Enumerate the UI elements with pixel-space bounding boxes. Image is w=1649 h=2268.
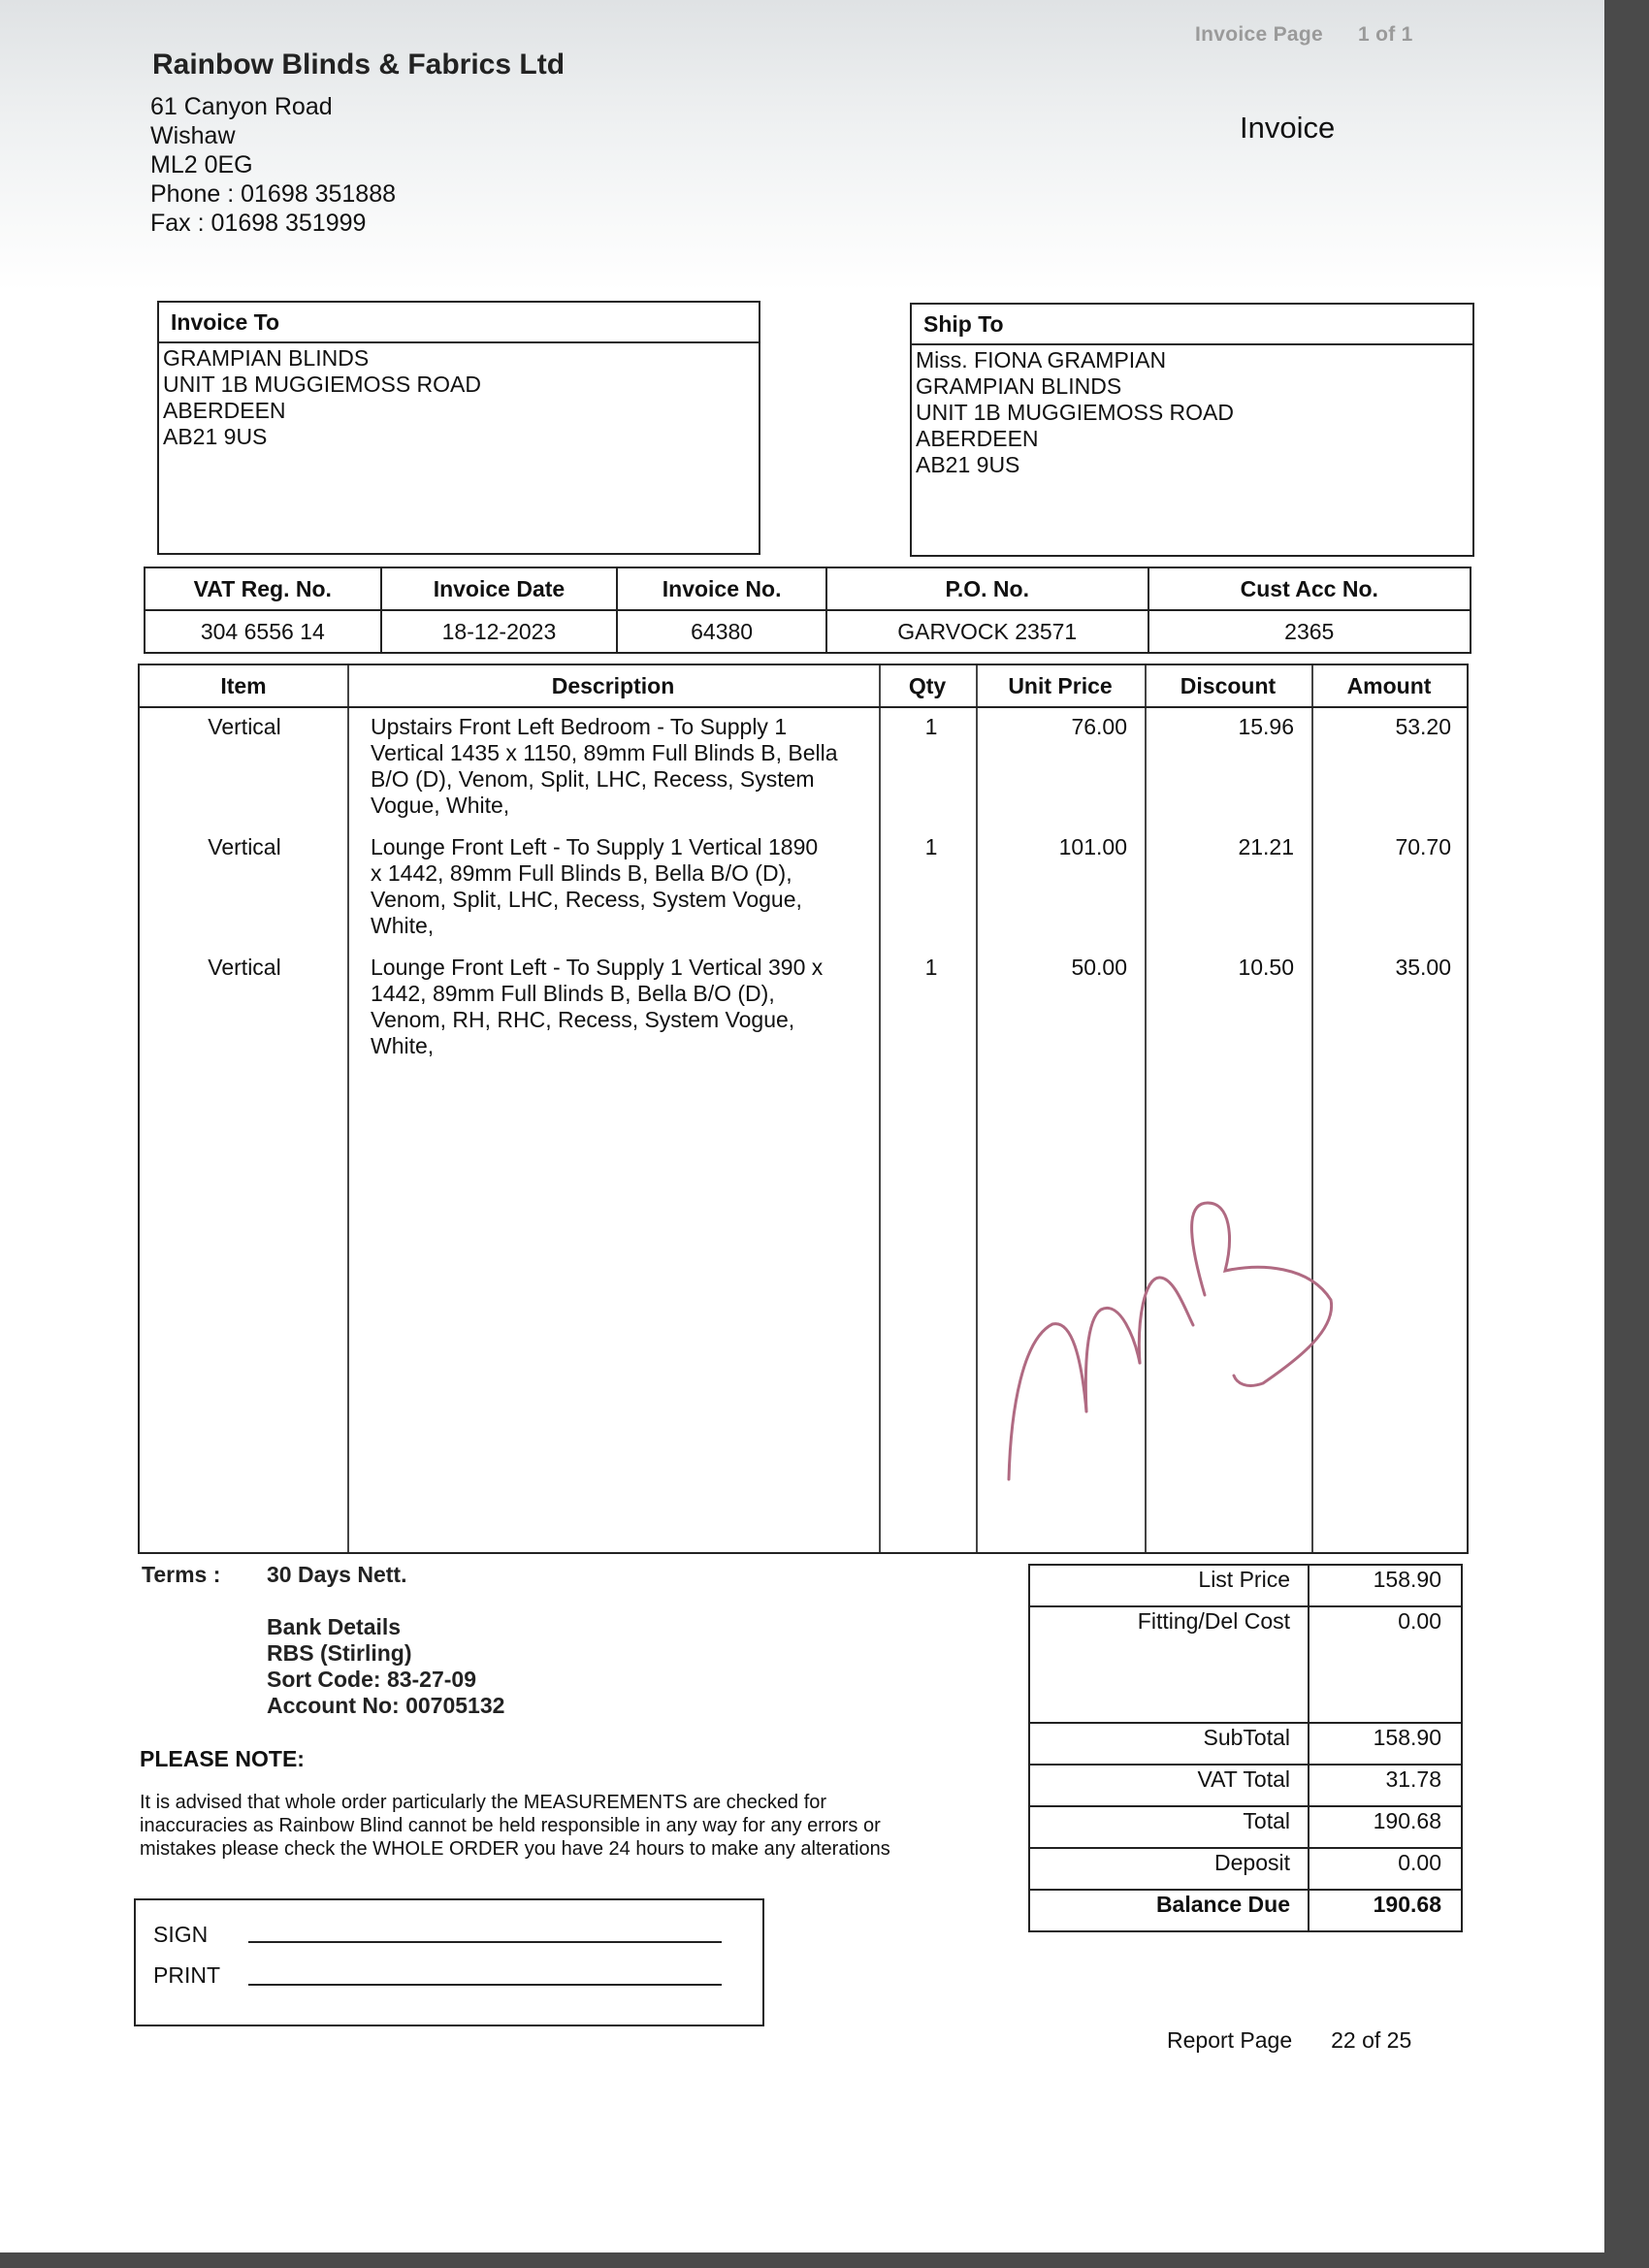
item-cell: Vertical bbox=[208, 834, 281, 859]
cust-acc-header: Cust Acc No. bbox=[1148, 567, 1471, 610]
invoice-meta-table bbox=[144, 567, 1471, 654]
description-line: Lounge Front Left - To Supply 1 Vertical 390 x bbox=[371, 955, 824, 980]
invoice-to-line: GRAMPIAN BLINDS bbox=[163, 345, 370, 371]
print-label: PRINT bbox=[153, 1962, 220, 1988]
totals-label: Deposit bbox=[1029, 1848, 1309, 1890]
description-line: Vogue, White, bbox=[371, 793, 510, 818]
totals-row-vat-total bbox=[1029, 1765, 1462, 1806]
ship-to-title: Ship To bbox=[912, 305, 1472, 345]
qty-cell: 1 bbox=[924, 714, 938, 739]
report-page-value: 22 of 25 bbox=[1331, 2027, 1412, 2053]
print-line[interactable] bbox=[248, 1984, 722, 1986]
bank-details-line: Account No: 00705132 bbox=[267, 1693, 505, 1718]
invoice-to-line: ABERDEEN bbox=[163, 398, 286, 423]
totals-row-list-price bbox=[1029, 1565, 1462, 1606]
signature-stroke bbox=[1009, 1324, 1086, 1479]
invoice-page-label: Invoice Page bbox=[1195, 23, 1323, 46]
ship-to-line: GRAMPIAN BLINDS bbox=[916, 373, 1122, 399]
invoice-to-line: AB21 9US bbox=[163, 424, 268, 449]
description-line: 1442, 89mm Full Blinds B, Bella B/O (D), bbox=[371, 981, 775, 1006]
terms-label: Terms : bbox=[142, 1562, 221, 1587]
discount-cell: 21.21 bbox=[1238, 834, 1294, 859]
po-no-header: P.O. No. bbox=[826, 567, 1148, 610]
item-cell: Vertical bbox=[208, 714, 281, 739]
unit-price-cell: 101.00 bbox=[1058, 834, 1127, 859]
invoice-no-value: 64380 bbox=[617, 610, 826, 653]
document-title: Invoice bbox=[1240, 111, 1336, 145]
invoice-page-value: 1 of 1 bbox=[1358, 23, 1413, 46]
col-header-qty: Qty bbox=[908, 673, 947, 698]
invoice-to-box bbox=[157, 301, 760, 555]
ship-to-line: Miss. FIONA GRAMPIAN bbox=[916, 347, 1167, 373]
cust-acc-value: 2365 bbox=[1148, 610, 1471, 653]
item-cell: Vertical bbox=[208, 955, 281, 980]
qty-cell: 1 bbox=[924, 955, 938, 980]
totals-row-balance-due bbox=[1029, 1890, 1462, 1931]
sign-label: SIGN bbox=[153, 1922, 209, 1947]
company-name: Rainbow Blinds & Fabrics Ltd bbox=[152, 49, 566, 81]
totals-label: SubTotal bbox=[1029, 1723, 1309, 1765]
totals-value: 158.90 bbox=[1309, 1565, 1462, 1606]
totals-value: 190.68 bbox=[1309, 1890, 1462, 1931]
sign-line[interactable] bbox=[248, 1941, 722, 1943]
description-line: Lounge Front Left - To Supply 1 Vertical 1890 bbox=[371, 834, 819, 859]
description-line: Vertical 1435 x 1150, 89mm Full Blinds B, Bella bbox=[371, 740, 838, 765]
invoice-date-value: 18-12-2023 bbox=[381, 610, 618, 653]
totals-row-subtotal bbox=[1029, 1723, 1462, 1765]
bank-details bbox=[267, 1614, 504, 1719]
totals-row-fitting-del-cost bbox=[1029, 1606, 1462, 1723]
totals-label: VAT Total bbox=[1029, 1765, 1309, 1806]
signature-stroke bbox=[1139, 1278, 1193, 1363]
description-line: White, bbox=[371, 913, 435, 938]
totals-label: Fitting/Del Cost bbox=[1029, 1606, 1309, 1723]
sign-print-box bbox=[134, 1898, 764, 2026]
discount-cell: 15.96 bbox=[1238, 714, 1294, 739]
amount-cell: 70.70 bbox=[1395, 834, 1451, 859]
report-page-label: Report Page bbox=[1167, 2027, 1293, 2053]
vat-reg-header: VAT Reg. No. bbox=[145, 567, 381, 610]
company-phone: Phone : 01698 351888 bbox=[150, 180, 397, 208]
totals-row-total bbox=[1029, 1806, 1462, 1848]
signature-stroke bbox=[1192, 1203, 1332, 1385]
totals-value: 0.00 bbox=[1309, 1606, 1462, 1723]
po-no-value: GARVOCK 23571 bbox=[826, 610, 1148, 653]
company-address-line: Wishaw bbox=[150, 122, 236, 149]
unit-price-cell: 76.00 bbox=[1071, 714, 1127, 739]
description-line: White, bbox=[371, 1033, 435, 1058]
totals-value: 158.90 bbox=[1309, 1723, 1462, 1765]
description-line: Venom, RH, RHC, Recess, System Vogue, bbox=[371, 1007, 795, 1032]
description-line: B/O (D), Venom, Split, LHC, Recess, System bbox=[371, 766, 815, 792]
report-page-counter bbox=[1167, 2027, 1411, 2054]
handwritten-signature bbox=[873, 1067, 1339, 1513]
terms-value: 30 Days Nett. bbox=[267, 1562, 407, 1587]
ship-to-line: ABERDEEN bbox=[916, 426, 1039, 451]
totals-value: 190.68 bbox=[1309, 1806, 1462, 1848]
ship-to-line: UNIT 1B MUGGIEMOSS ROAD bbox=[916, 400, 1235, 425]
bank-details-line: RBS (Stirling) bbox=[267, 1640, 412, 1666]
qty-cell: 1 bbox=[924, 834, 938, 859]
ship-to-box bbox=[910, 303, 1474, 557]
company-address-line: 61 Canyon Road bbox=[150, 93, 333, 120]
note-line: inaccuracies as Rainbow Blind cannot be held responsible in any way for any errors or bbox=[140, 1815, 881, 1836]
description-line: x 1442, 89mm Full Blinds B, Bella B/O (D), bbox=[371, 860, 792, 886]
please-note-title: PLEASE NOTE: bbox=[140, 1746, 305, 1771]
totals-label: List Price bbox=[1029, 1565, 1309, 1606]
col-header-amount: Amount bbox=[1346, 673, 1432, 698]
amount-cell: 35.00 bbox=[1395, 955, 1451, 980]
ship-to-line: AB21 9US bbox=[916, 452, 1020, 477]
totals-label: Balance Due bbox=[1029, 1890, 1309, 1931]
amount-cell: 53.20 bbox=[1395, 714, 1451, 739]
totals-label: Total bbox=[1029, 1806, 1309, 1848]
col-header-discount: Discount bbox=[1180, 673, 1277, 698]
invoice-to-title: Invoice To bbox=[159, 303, 759, 343]
signature-initials: MB bbox=[873, 1067, 875, 1068]
note-line: It is advised that whole order particularly the MEASUREMENTS are checked for bbox=[140, 1792, 827, 1813]
bank-details-line: Bank Details bbox=[267, 1614, 402, 1639]
totals-table bbox=[1028, 1564, 1463, 1932]
unit-price-cell: 50.00 bbox=[1071, 955, 1127, 980]
totals-value: 0.00 bbox=[1309, 1848, 1462, 1890]
col-header-item: Item bbox=[220, 673, 267, 698]
invoice-no-header: Invoice No. bbox=[617, 567, 826, 610]
totals-row-deposit bbox=[1029, 1848, 1462, 1890]
please-note-text bbox=[140, 1791, 993, 1861]
company-fax: Fax : 01698 351999 bbox=[150, 210, 367, 237]
col-header-unit-price: Unit Price bbox=[1008, 673, 1113, 698]
invoice-to-line: UNIT 1B MUGGIEMOSS ROAD bbox=[163, 372, 482, 397]
discount-cell: 10.50 bbox=[1238, 955, 1294, 980]
company-address bbox=[150, 92, 396, 238]
totals-value: 31.78 bbox=[1309, 1765, 1462, 1806]
vat-reg-value: 304 6556 14 bbox=[145, 610, 381, 653]
line-items-header bbox=[140, 665, 1467, 708]
description-line: Upstairs Front Left Bedroom - To Supply 1 bbox=[371, 714, 788, 739]
invoice-date-header: Invoice Date bbox=[381, 567, 618, 610]
signature-stroke bbox=[1085, 1308, 1140, 1411]
note-line: mistakes please check the WHOLE ORDER you have 24 hours to make any alterations bbox=[140, 1838, 890, 1860]
bank-details-line: Sort Code: 83-27-09 bbox=[267, 1667, 477, 1692]
invoice-page-counter bbox=[1195, 23, 1448, 47]
col-header-description: Description bbox=[551, 673, 675, 698]
description-line: Venom, Split, LHC, Recess, System Vogue, bbox=[371, 887, 802, 912]
company-address-line: ML2 0EG bbox=[150, 151, 253, 178]
